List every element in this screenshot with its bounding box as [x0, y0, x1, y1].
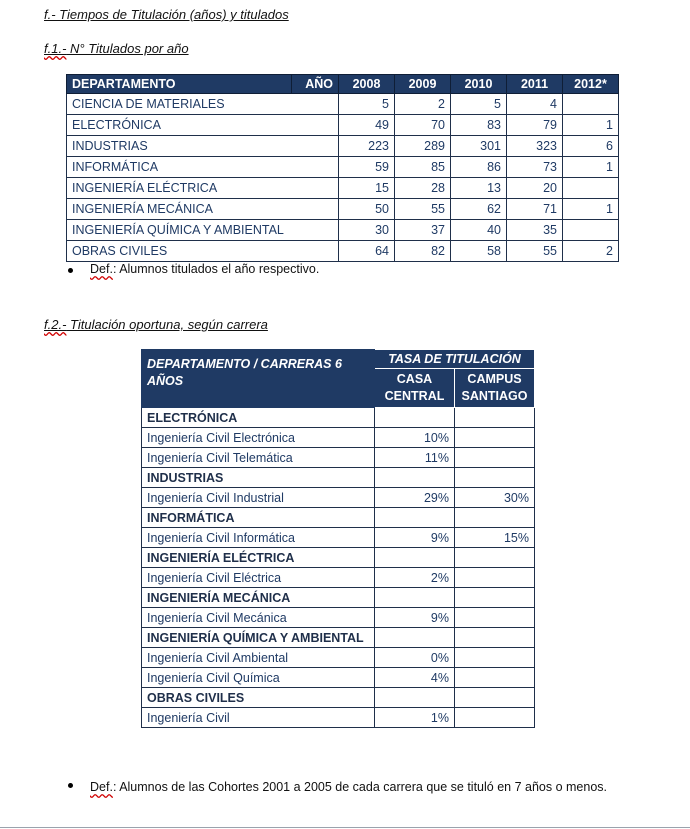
- casa-central-rate: [375, 588, 455, 608]
- year-count-cell: 71: [507, 199, 563, 220]
- casa-central-rate: [375, 628, 455, 648]
- year-count-cell: 59: [339, 157, 395, 178]
- department-row: [142, 588, 535, 608]
- f1-title-text: N° Titulados por año: [66, 41, 189, 56]
- year-count-cell: 83: [451, 115, 507, 136]
- department-row: [142, 688, 535, 708]
- casa-central-rate: [375, 688, 455, 708]
- casa-central-rate: [375, 408, 455, 428]
- header-ano: AÑO: [292, 75, 339, 94]
- year-count-cell: 15: [339, 178, 395, 199]
- career-name: Ingeniería Civil Ambiental: [142, 648, 375, 668]
- titulacion-body: [142, 408, 535, 728]
- department-name: INGENIERÍA QUÍMICA Y AMBIENTAL: [142, 628, 375, 648]
- year-count-cell: 1: [563, 157, 619, 178]
- year-count-cell: [563, 94, 619, 115]
- department-name: OBRAS CIVILES: [142, 688, 375, 708]
- casa-central-rate: [375, 468, 455, 488]
- campus-santiago-rate: [455, 628, 535, 648]
- career-row: [142, 488, 535, 508]
- department-name: INGENIERÍA QUÍMICA Y AMBIENTAL: [67, 220, 339, 241]
- department-row: [142, 408, 535, 428]
- year-count-cell: 301: [451, 136, 507, 157]
- casa-central-rate: 9%: [375, 608, 455, 628]
- header-2011: 2011: [507, 75, 563, 94]
- department-row: [142, 628, 535, 648]
- campus-santiago-rate: [455, 448, 535, 468]
- career-row: [142, 608, 535, 628]
- career-name: Ingeniería Civil Telemática: [142, 448, 375, 468]
- header-2010: 2010: [451, 75, 507, 94]
- casa-central-rate: 1%: [375, 708, 455, 728]
- casa-central-rate: 4%: [375, 668, 455, 688]
- table-row: [67, 220, 619, 241]
- year-count-cell: 20: [507, 178, 563, 199]
- year-count-cell: 70: [395, 115, 451, 136]
- department-row: [142, 468, 535, 488]
- career-name: Ingeniería Civil Informática: [142, 528, 375, 548]
- year-count-cell: [563, 220, 619, 241]
- year-count-cell: 6: [563, 136, 619, 157]
- year-count-cell: 82: [395, 241, 451, 262]
- year-count-cell: 64: [339, 241, 395, 262]
- career-name: Ingeniería Civil Electrónica: [142, 428, 375, 448]
- table-row: [67, 199, 619, 220]
- casa-central-rate: 2%: [375, 568, 455, 588]
- campus-santiago-rate: [455, 588, 535, 608]
- campus-santiago-rate: [455, 408, 535, 428]
- department-row: [142, 508, 535, 528]
- campus-santiago-rate: 15%: [455, 528, 535, 548]
- table-row: [67, 136, 619, 157]
- f1-definition: [90, 262, 319, 276]
- casa-central-rate: 0%: [375, 648, 455, 668]
- casa-central-rate: [375, 508, 455, 528]
- casa-central-rate: 9%: [375, 528, 455, 548]
- year-count-cell: 73: [507, 157, 563, 178]
- casa-central-rate: [375, 548, 455, 568]
- year-count-cell: 1: [563, 199, 619, 220]
- casa-central-rate: 29%: [375, 488, 455, 508]
- campus-santiago-rate: [455, 608, 535, 628]
- table-row: [67, 115, 619, 136]
- casa-central-rate: 10%: [375, 428, 455, 448]
- year-count-cell: 323: [507, 136, 563, 157]
- department-name: INGENIERÍA ELÉCTRICA: [142, 548, 375, 568]
- f1-def-text: : Alumnos titulados el año respectivo.: [112, 262, 320, 276]
- year-count-cell: 35: [507, 220, 563, 241]
- year-count-cell: 50: [339, 199, 395, 220]
- header-tasa-titulacion: TASA DE TITULACIÓN: [375, 350, 535, 369]
- year-count-cell: 55: [395, 199, 451, 220]
- campus-santiago-rate: [455, 548, 535, 568]
- department-row: [142, 548, 535, 568]
- f2-def-label: Def.: [90, 780, 113, 794]
- year-count-cell: 86: [451, 157, 507, 178]
- career-name: Ingeniería Civil: [142, 708, 375, 728]
- header-2008: 2008: [339, 75, 395, 94]
- titulacion-table: [141, 349, 535, 728]
- year-count-cell: 1: [563, 115, 619, 136]
- year-count-cell: 79: [507, 115, 563, 136]
- department-name: INGENIERÍA MECÁNICA: [67, 199, 339, 220]
- f1-number: f.1.-: [44, 41, 67, 56]
- department-name: INDUSTRIAS: [142, 468, 375, 488]
- titulados-table: [66, 74, 619, 262]
- year-count-cell: 13: [451, 178, 507, 199]
- campus-santiago-rate: [455, 568, 535, 588]
- bullet-dot: [68, 783, 73, 788]
- year-count-cell: 40: [451, 220, 507, 241]
- bullet-dot: [68, 268, 73, 273]
- header-2009: 2009: [395, 75, 451, 94]
- year-count-cell: 223: [339, 136, 395, 157]
- campus-santiago-rate: [455, 668, 535, 688]
- year-count-cell: [563, 178, 619, 199]
- header-casa-central: CASA CENTRAL: [375, 369, 455, 408]
- f2-definition: [90, 777, 635, 797]
- titulados-body: [67, 94, 619, 262]
- department-name: INDUSTRIAS: [67, 136, 339, 157]
- department-name: CIENCIA DE MATERIALES: [67, 94, 339, 115]
- year-count-cell: 28: [395, 178, 451, 199]
- f2-title-text: Titulación oportuna, según carrera: [66, 317, 268, 332]
- department-name: INGENIERÍA ELÉCTRICA: [67, 178, 339, 199]
- department-name: INFORMÁTICA: [67, 157, 339, 178]
- f1-title: [44, 41, 189, 56]
- f1-def-label: Def.: [90, 262, 113, 276]
- header-departamento: DEPARTAMENTO: [67, 75, 292, 94]
- campus-santiago-rate: [455, 508, 535, 528]
- header-campus-santiago: CAMPUS SANTIAGO: [455, 369, 535, 408]
- career-row: [142, 568, 535, 588]
- campus-santiago-rate: [455, 428, 535, 448]
- f2-def-text: : Alumnos de las Cohortes 2001 a 2005 de cada carrera que se tituló en 7 años o menos.: [112, 780, 608, 794]
- career-row: [142, 528, 535, 548]
- career-row: [142, 428, 535, 448]
- year-count-cell: 58: [451, 241, 507, 262]
- f2-number: f.2.-: [44, 317, 67, 332]
- career-name: Ingeniería Civil Mecánica: [142, 608, 375, 628]
- department-name: ELECTRÓNICA: [67, 115, 339, 136]
- year-count-cell: 2: [395, 94, 451, 115]
- year-count-cell: 49: [339, 115, 395, 136]
- year-count-cell: 62: [451, 199, 507, 220]
- career-name: Ingeniería Civil Eléctrica: [142, 568, 375, 588]
- year-count-cell: 85: [395, 157, 451, 178]
- table-row: [67, 178, 619, 199]
- career-name: Ingeniería Civil Química: [142, 668, 375, 688]
- year-count-cell: 5: [451, 94, 507, 115]
- department-name: ELECTRÓNICA: [142, 408, 375, 428]
- campus-santiago-rate: [455, 468, 535, 488]
- table-row: [67, 157, 619, 178]
- year-count-cell: 2: [563, 241, 619, 262]
- year-count-cell: 55: [507, 241, 563, 262]
- department-name: INGENIERÍA MECÁNICA: [142, 588, 375, 608]
- campus-santiago-rate: 30%: [455, 488, 535, 508]
- header-departamento-carreras: DEPARTAMENTO / CARRERAS 6 AÑOS: [142, 350, 375, 408]
- titulados-header-row: [67, 75, 619, 94]
- career-name: Ingeniería Civil Industrial: [142, 488, 375, 508]
- career-row: [142, 708, 535, 728]
- campus-santiago-rate: [455, 708, 535, 728]
- section-title: f.- Tiempos de Titulación (años) y titulados: [44, 7, 289, 22]
- year-count-cell: 37: [395, 220, 451, 241]
- career-row: [142, 448, 535, 468]
- casa-central-rate: 11%: [375, 448, 455, 468]
- career-row: [142, 648, 535, 668]
- page-bottom-rule: [0, 827, 690, 828]
- year-count-cell: 30: [339, 220, 395, 241]
- year-count-cell: 4: [507, 94, 563, 115]
- career-row: [142, 668, 535, 688]
- year-count-cell: 5: [339, 94, 395, 115]
- department-name: OBRAS CIVILES: [67, 241, 339, 262]
- table-row: [67, 241, 619, 262]
- table-row: [67, 94, 619, 115]
- campus-santiago-rate: [455, 648, 535, 668]
- campus-santiago-rate: [455, 688, 535, 708]
- header-2012: 2012*: [563, 75, 619, 94]
- year-count-cell: 289: [395, 136, 451, 157]
- f2-title: [44, 317, 268, 332]
- department-name: INFORMÁTICA: [142, 508, 375, 528]
